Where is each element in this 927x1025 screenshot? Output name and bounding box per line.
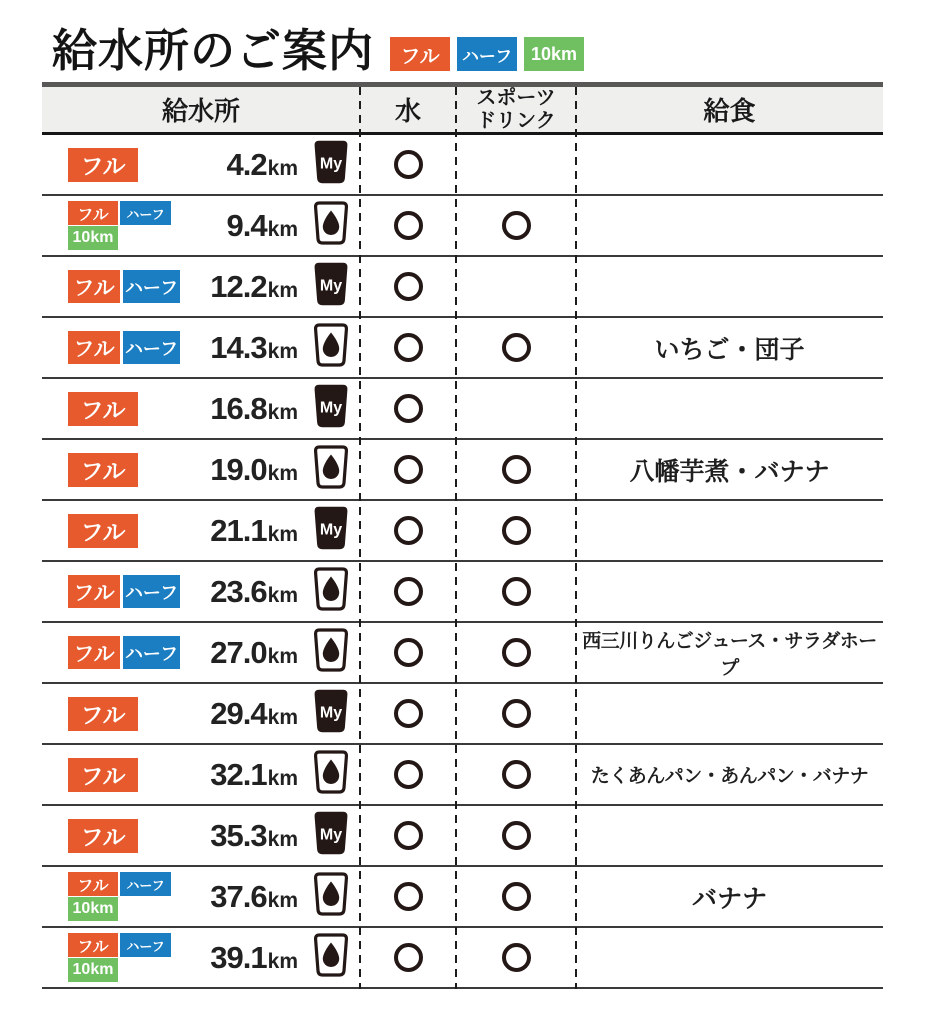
- svg-text:My: My: [319, 826, 343, 844]
- distance-number: 35.3: [210, 817, 267, 853]
- table-row: [42, 196, 883, 257]
- col-header-sports-drink-line2: ドリンク: [476, 109, 556, 132]
- distance-value: [201, 513, 298, 549]
- col-header-sports-drink: [456, 87, 576, 132]
- circle-mark: [502, 577, 531, 606]
- distance-value: [201, 940, 298, 976]
- distance-value: [201, 757, 298, 793]
- course-badges: [68, 933, 171, 982]
- course-badges: [68, 270, 180, 303]
- course-badges: [68, 697, 138, 731]
- my-cup-icon: [312, 384, 350, 433]
- distance-unit: km: [267, 217, 298, 241]
- circle-mark: [394, 333, 423, 362]
- distance-unit: km: [267, 949, 298, 973]
- table-row: [42, 318, 883, 379]
- column-divider-dashed: [575, 87, 577, 989]
- food-cell: [576, 501, 883, 560]
- food-cell: [576, 562, 883, 621]
- station-cell: [42, 867, 360, 926]
- station-cell: [42, 501, 360, 560]
- course-badge-half: ハーフ: [123, 331, 180, 364]
- column-divider-dashed: [359, 87, 361, 989]
- course-badge-full: フル: [68, 575, 120, 608]
- circle-mark: [394, 455, 423, 484]
- circle-mark: [394, 577, 423, 606]
- circle-mark: [502, 882, 531, 911]
- station-cell: [42, 562, 360, 621]
- distance-unit: km: [267, 400, 298, 424]
- my-cup-icon: [312, 262, 350, 311]
- course-badges: [68, 758, 138, 792]
- course-badge-half: ハーフ: [120, 201, 171, 225]
- distance-number: 23.6: [210, 573, 267, 609]
- circle-mark: [394, 699, 423, 728]
- water-drop-cup-icon: [312, 323, 350, 372]
- water-cell: [360, 257, 456, 316]
- course-badge-half: ハーフ: [123, 270, 180, 303]
- food-label: 八幡芋煮・バナナ: [629, 457, 830, 486]
- legend-badge-ten: 10km: [524, 37, 584, 71]
- station-cell: [42, 379, 360, 438]
- food-label: たくあんパン・あんパン・バナナ: [590, 766, 869, 787]
- water-drop-cup-icon: [312, 750, 350, 799]
- water-cell: [360, 806, 456, 865]
- distance-unit: km: [267, 583, 298, 607]
- water-cell: [360, 867, 456, 926]
- circle-mark: [394, 150, 423, 179]
- station-cell: [42, 440, 360, 499]
- sports-drink-cell: [456, 440, 576, 499]
- food-label: バナナ: [691, 884, 767, 913]
- food-cell: [576, 440, 883, 499]
- course-badge-half: ハーフ: [120, 872, 171, 896]
- col-header-food: 給食: [703, 96, 756, 126]
- circle-mark: [502, 699, 531, 728]
- sports-drink-cell: [456, 196, 576, 255]
- table-row: [42, 684, 883, 745]
- circle-mark: [502, 516, 531, 545]
- distance-number: 4.2: [226, 146, 267, 182]
- circle-mark: [502, 638, 531, 667]
- legend-badge-half: ハーフ: [457, 37, 517, 71]
- sports-drink-cell: [456, 135, 576, 194]
- column-divider-dashed: [455, 87, 457, 989]
- svg-text:My: My: [319, 399, 343, 417]
- distance-number: 14.3: [210, 329, 267, 365]
- course-badge-full: フル: [68, 758, 138, 792]
- sports-drink-cell: [456, 867, 576, 926]
- circle-mark: [394, 882, 423, 911]
- course-badge-full: フル: [68, 697, 138, 731]
- food-cell: [576, 806, 883, 865]
- water-drop-cup-icon: [312, 567, 350, 616]
- distance-value: [201, 574, 298, 610]
- sports-drink-cell: [456, 928, 576, 987]
- table-row: [42, 806, 883, 867]
- water-cell: [360, 440, 456, 499]
- course-badges: [68, 392, 138, 426]
- distance-number: 32.1: [210, 756, 267, 792]
- course-badge-full: フル: [68, 270, 120, 303]
- course-badges: [68, 148, 138, 182]
- distance-unit: km: [267, 827, 298, 851]
- distance-unit: km: [267, 278, 298, 302]
- course-badge-full: フル: [68, 872, 118, 896]
- course-badge-ten: 10km: [68, 897, 118, 921]
- water-cell: [360, 501, 456, 560]
- distance-value: [201, 879, 298, 915]
- course-badge-full: フル: [68, 514, 138, 548]
- food-cell: [576, 684, 883, 743]
- my-cup-icon: [312, 506, 350, 555]
- distance-value: [201, 391, 298, 427]
- sports-drink-cell: [456, 745, 576, 804]
- food-cell: [576, 257, 883, 316]
- table-row: [42, 440, 883, 501]
- course-badges: [68, 575, 180, 608]
- course-badges: [68, 514, 138, 548]
- table-row: [42, 745, 883, 806]
- aid-station-table: [42, 82, 883, 989]
- table-body: [42, 135, 883, 989]
- food-cell: [576, 196, 883, 255]
- distance-value: [201, 452, 298, 488]
- table-header-row: [42, 82, 883, 135]
- food-cell: [576, 623, 883, 682]
- circle-mark: [502, 943, 531, 972]
- station-cell: [42, 806, 360, 865]
- water-drop-cup-icon: [312, 628, 350, 677]
- my-cup-icon: [312, 811, 350, 860]
- distance-value: [201, 635, 298, 671]
- title-row: [0, 0, 927, 74]
- circle-mark: [502, 455, 531, 484]
- course-badges: [68, 331, 180, 364]
- water-drop-cup-icon: [312, 872, 350, 921]
- distance-number: 39.1: [210, 939, 267, 975]
- circle-mark: [502, 760, 531, 789]
- course-badges: [68, 636, 180, 669]
- water-cell: [360, 745, 456, 804]
- water-cell: [360, 623, 456, 682]
- station-cell: [42, 135, 360, 194]
- distance-number: 19.0: [210, 451, 267, 487]
- course-badges: [68, 819, 138, 853]
- distance-unit: km: [267, 522, 298, 546]
- water-drop-cup-icon: [312, 445, 350, 494]
- water-cell: [360, 196, 456, 255]
- station-cell: [42, 745, 360, 804]
- circle-mark: [394, 638, 423, 667]
- distance-unit: km: [267, 766, 298, 790]
- water-drop-cup-icon: [312, 201, 350, 250]
- table-row: [42, 135, 883, 196]
- circle-mark: [394, 760, 423, 789]
- sports-drink-cell: [456, 806, 576, 865]
- sports-drink-cell: [456, 257, 576, 316]
- circle-mark: [394, 516, 423, 545]
- distance-value: [201, 696, 298, 732]
- distance-unit: km: [267, 156, 298, 180]
- table-row: [42, 501, 883, 562]
- sports-drink-cell: [456, 501, 576, 560]
- station-cell: [42, 928, 360, 987]
- col-header-station: 給水所: [161, 96, 240, 126]
- table-row: [42, 623, 883, 684]
- distance-unit: km: [267, 705, 298, 729]
- table-row: [42, 928, 883, 989]
- sports-drink-cell: [456, 684, 576, 743]
- distance-value: [201, 208, 298, 244]
- food-cell: [576, 318, 883, 377]
- distance-unit: km: [267, 644, 298, 668]
- course-badges: [68, 453, 138, 487]
- circle-mark: [502, 821, 531, 850]
- legend-badge-full: フル: [390, 37, 450, 71]
- circle-mark: [394, 394, 423, 423]
- distance-number: 9.4: [226, 207, 267, 243]
- circle-mark: [394, 943, 423, 972]
- food-label: いちご・団子: [654, 335, 805, 364]
- circle-mark: [394, 821, 423, 850]
- distance-number: 12.2: [210, 268, 267, 304]
- course-badge-ten: 10km: [68, 226, 118, 250]
- course-badge-full: フル: [68, 201, 118, 225]
- distance-number: 29.4: [210, 695, 267, 731]
- table-row: [42, 562, 883, 623]
- course-badge-half: ハーフ: [120, 933, 171, 957]
- distance-value: [201, 818, 298, 854]
- course-badge-half: ハーフ: [123, 575, 180, 608]
- distance-value: [201, 147, 298, 183]
- distance-number: 21.1: [210, 512, 267, 548]
- distance-value: [201, 269, 298, 305]
- food-cell: [576, 135, 883, 194]
- course-badges: [68, 201, 171, 250]
- circle-mark: [502, 211, 531, 240]
- my-cup-icon: [312, 140, 350, 189]
- circle-mark: [394, 211, 423, 240]
- distance-unit: km: [267, 888, 298, 912]
- water-cell: [360, 562, 456, 621]
- distance-unit: km: [267, 461, 298, 485]
- course-badge-full: フル: [68, 636, 120, 669]
- food-cell: [576, 745, 883, 804]
- food-label: 西三川りんごジュース・サラダホープ: [582, 630, 877, 679]
- course-badges: [68, 872, 171, 921]
- food-cell: [576, 379, 883, 438]
- course-badge-full: フル: [68, 148, 138, 182]
- course-badge-full: フル: [68, 331, 120, 364]
- sports-drink-cell: [456, 623, 576, 682]
- sports-drink-cell: [456, 562, 576, 621]
- course-badge-half: ハーフ: [123, 636, 180, 669]
- col-header-water: 水: [394, 96, 421, 126]
- course-legend: [390, 37, 584, 74]
- svg-text:My: My: [319, 277, 343, 295]
- station-cell: [42, 318, 360, 377]
- sports-drink-cell: [456, 379, 576, 438]
- water-cell: [360, 318, 456, 377]
- course-badge-full: フル: [68, 453, 138, 487]
- my-cup-icon: [312, 689, 350, 738]
- water-cell: [360, 684, 456, 743]
- course-badge-ten: 10km: [68, 958, 118, 982]
- distance-number: 27.0: [210, 634, 267, 670]
- svg-text:My: My: [319, 521, 343, 539]
- distance-unit: km: [267, 339, 298, 363]
- food-cell: [576, 928, 883, 987]
- station-cell: [42, 196, 360, 255]
- circle-mark: [394, 272, 423, 301]
- distance-value: [201, 330, 298, 366]
- water-cell: [360, 135, 456, 194]
- course-badge-full: フル: [68, 819, 138, 853]
- water-cell: [360, 379, 456, 438]
- page-title: 給水所のご案内: [52, 24, 375, 76]
- circle-mark: [502, 333, 531, 362]
- course-badge-full: フル: [68, 392, 138, 426]
- course-badge-full: フル: [68, 933, 118, 957]
- water-drop-cup-icon: [312, 933, 350, 982]
- svg-text:My: My: [319, 155, 343, 173]
- food-cell: [576, 867, 883, 926]
- table-row: [42, 257, 883, 318]
- station-cell: [42, 623, 360, 682]
- table-row: [42, 379, 883, 440]
- station-cell: [42, 257, 360, 316]
- station-cell: [42, 684, 360, 743]
- distance-number: 16.8: [210, 390, 267, 426]
- col-header-sports-drink-line1: スポーツ: [476, 87, 556, 110]
- distance-number: 37.6: [210, 878, 267, 914]
- water-cell: [360, 928, 456, 987]
- table-row: [42, 867, 883, 928]
- svg-text:My: My: [319, 704, 343, 722]
- sports-drink-cell: [456, 318, 576, 377]
